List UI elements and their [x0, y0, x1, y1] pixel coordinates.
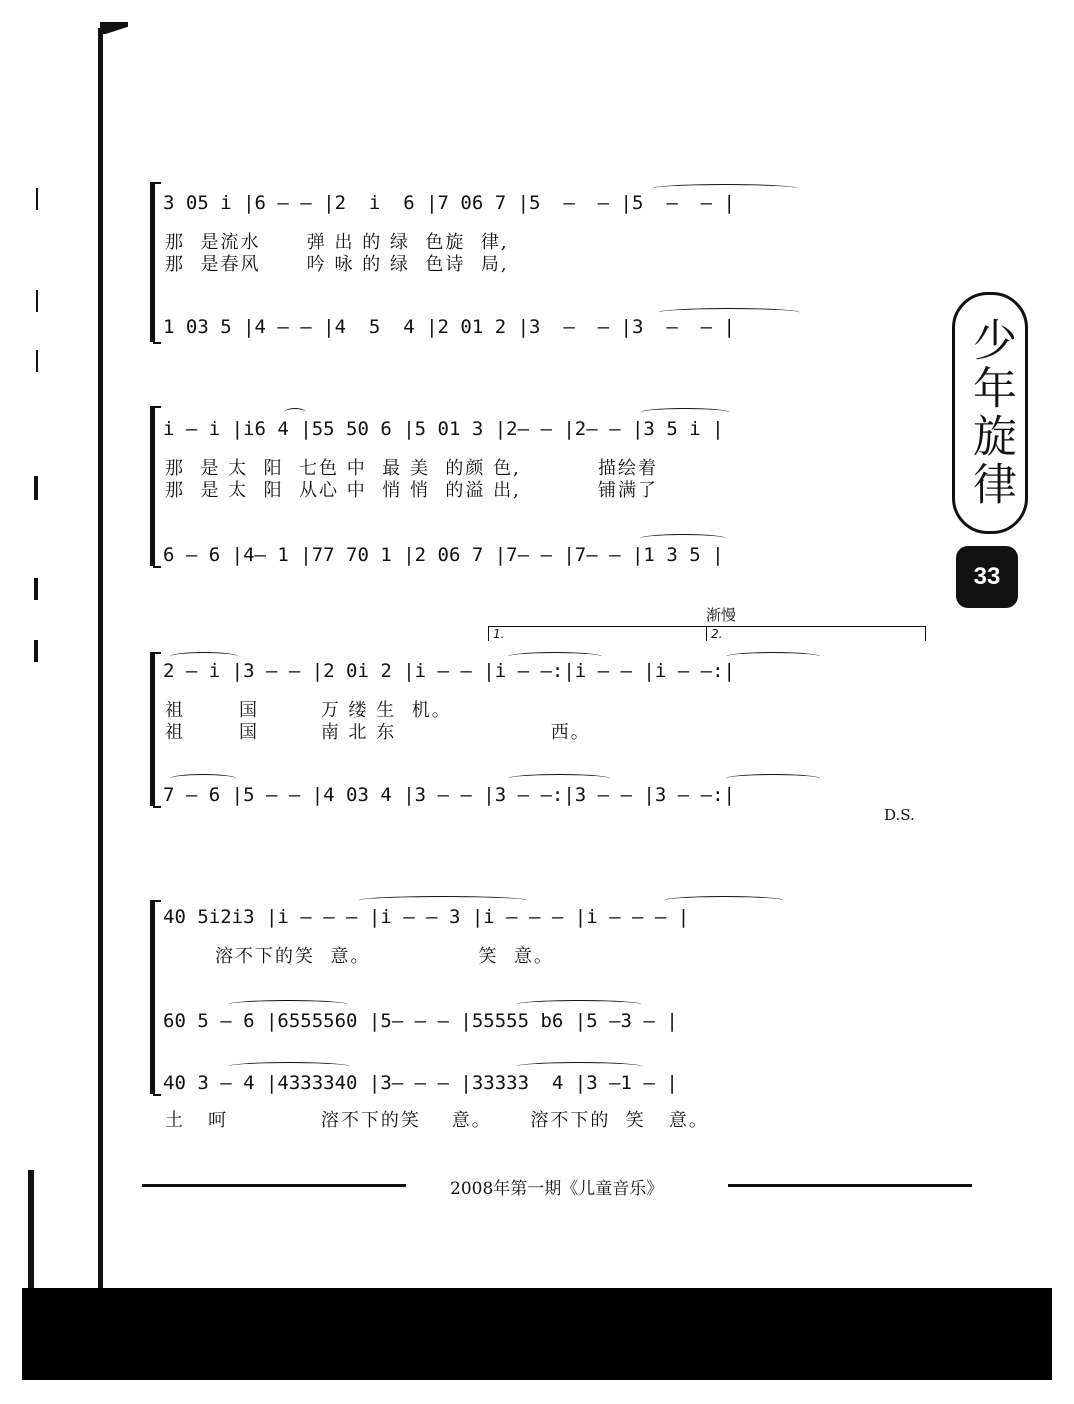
voice-3-line: 40 3 — 4 |4333340 |3— — — |33333 4 |3 —1 — | — [163, 1072, 678, 1094]
system-brace — [153, 900, 161, 1096]
tie-slur — [652, 184, 798, 193]
tie-slur — [508, 652, 602, 661]
tie-slur — [284, 408, 306, 417]
volta-bracket-2: 2. — [706, 626, 926, 641]
tie-slur — [658, 308, 800, 317]
tie-slur — [228, 1062, 350, 1071]
melody-line: i — i |i6 4 |55 50 6 |5 01 3 |2— — |2— — |3 5 i | — [163, 418, 724, 440]
binding-mark — [36, 188, 38, 210]
harmony-line: 1 03 5 |4 — — |4 5 4 |2 01 2 |3 — — |3 — — | — [163, 316, 735, 338]
tie-slur — [170, 774, 236, 783]
section-title-badge — [952, 292, 1028, 534]
footer-rule-right — [728, 1184, 972, 1187]
binding-spine-hook — [100, 22, 128, 34]
left-margin-watermark — [0, 0, 22, 1404]
tie-slur — [640, 408, 730, 417]
lyric-line: 土 呵 溶不下的笑 意。 溶不下的 笑 意。 — [165, 1110, 709, 1131]
tie-slur — [726, 652, 820, 661]
lyric-verse-1: 那 是流水 弹 出 的 绿 色旋 律, — [165, 232, 509, 253]
footer-publication: 2008年第一期《儿童音乐》 — [450, 1179, 664, 1199]
binding-edge-strip — [28, 1170, 34, 1288]
system-brace — [153, 652, 161, 808]
tie-slur — [170, 652, 238, 661]
lyric-verse-1: 祖 国 万 缕 生 机。 — [165, 700, 452, 721]
tie-slur — [640, 534, 726, 543]
tie-slur — [726, 774, 820, 783]
system-brace — [153, 406, 161, 568]
tie-slur — [358, 896, 528, 905]
lyric-line: 溶不下的笑 意。 笑 意。 — [215, 946, 554, 967]
scan-bottom-border — [22, 1288, 1052, 1380]
ds-marking: D.S. — [884, 806, 915, 824]
tie-slur — [508, 774, 610, 783]
page-number: 33 — [956, 546, 1018, 608]
binding-mark — [36, 350, 38, 372]
tie-slur — [664, 896, 784, 905]
melody-line: 2 — i |3 — — |2 0i 2 |i — — |i — —:|i — — |i — —:| — [163, 660, 735, 682]
section-title: 少年旋律 — [965, 317, 1016, 509]
harmony-line: 6 — 6 |4— 1 |77 70 1 |2 06 7 |7— — |7— — |1 3 5 | — [163, 544, 724, 566]
lyric-verse-1: 那 是 太 阳 七色 中 最 美 的颜 色, 描绘着 — [165, 458, 659, 479]
lyric-verse-2: 那 是春风 吟 咏 的 绿 色诗 局, — [165, 254, 509, 275]
right-margin-watermark — [1052, 0, 1074, 1404]
binding-spine-line — [98, 28, 103, 1288]
binding-mark — [34, 476, 38, 500]
melody-line: 3 05 i |6 — — |2 i 6 |7 06 7 |5 — — |5 — — | — [163, 192, 735, 214]
binding-mark — [34, 640, 38, 662]
lyric-verse-2: 祖 国 南 北 东 西。 — [165, 722, 591, 743]
tempo-marking: 渐慢 — [706, 606, 737, 624]
harmony-line: 7 — 6 |5 — — |4 03 4 |3 — — |3 — —:|3 — — |3 — —:| — [163, 784, 735, 806]
system-brace — [153, 182, 161, 344]
lyric-verse-2: 那 是 太 阳 从心 中 悄 悄 的溢 出, 铺满了 — [165, 480, 659, 501]
volta-bracket-1: 1. — [488, 626, 707, 641]
binding-mark — [34, 578, 38, 600]
tie-slur — [228, 1000, 348, 1009]
binding-mark — [36, 290, 38, 312]
tie-slur — [516, 1062, 642, 1071]
melody-line: 40 5i2i3 |i — — — |i — — 3 |i — — — |i — — — | — [163, 906, 690, 928]
tie-slur — [516, 1000, 642, 1009]
footer-rule-left — [142, 1184, 406, 1187]
voice-2-line: 60 5 — 6 |6555560 |5— — — |55555 b6 |5 —3 — | — [163, 1010, 678, 1032]
